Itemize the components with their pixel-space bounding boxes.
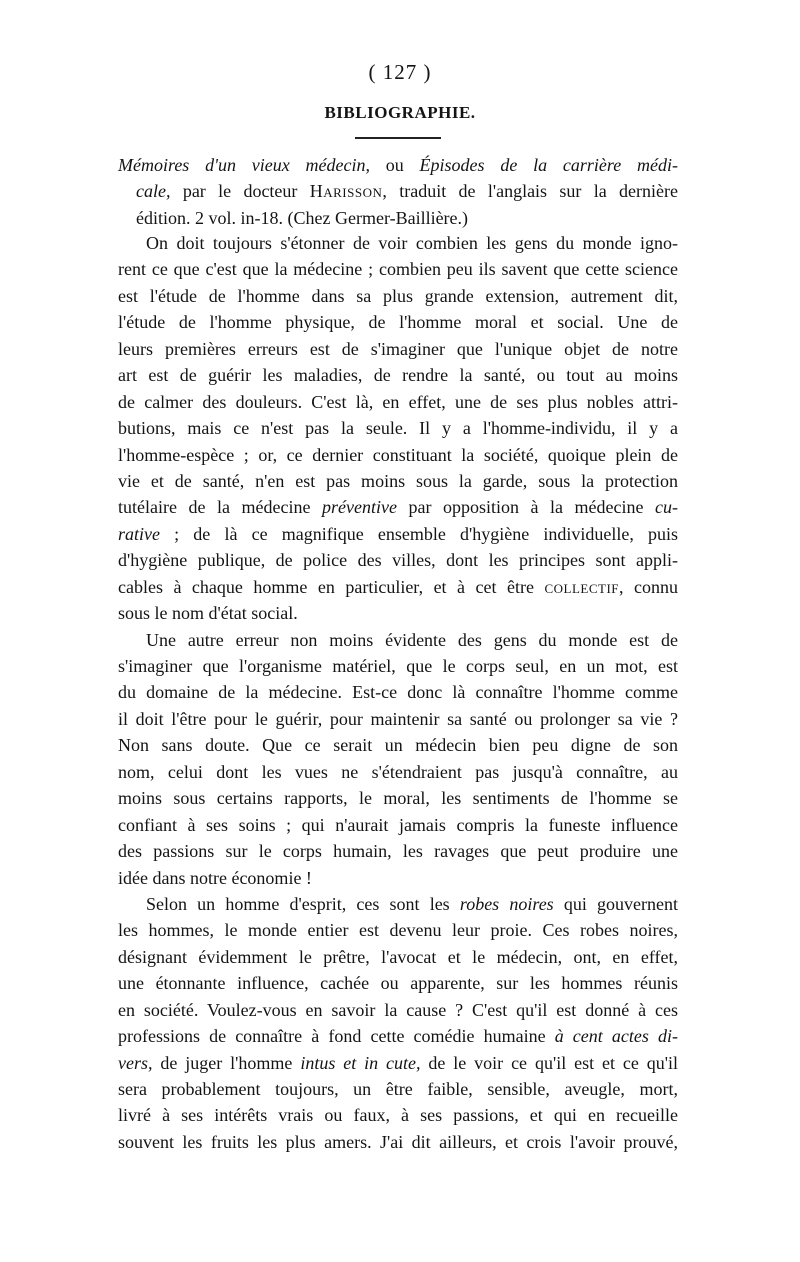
text-run: collectif <box>544 576 620 597</box>
text-line <box>118 362 678 388</box>
text-run: Mémoires d'un vieux médecin, <box>118 155 370 175</box>
text-run: confiant à ses soins ; qui n'aurait jamais compris la funeste influence <box>118 814 678 835</box>
text-line <box>118 732 678 758</box>
text-run: sous le nom d'état social. <box>118 603 298 624</box>
text-run: s'imaginer que l'organisme matériel, que le corps seul, en un mot, est <box>118 656 678 676</box>
text-run: leurs premières erreurs est de s'imaginer que l'unique objet de notre <box>118 338 678 359</box>
text-run: une étonnante influence, cachée ou apparente, sur les hommes réunis <box>118 973 678 994</box>
text-line <box>118 759 678 785</box>
text-line <box>118 547 678 573</box>
text-run: On doit toujours s'étonner de voir combien les gens du monde igno- <box>146 233 678 253</box>
text-run: moins sous certains rapports, le moral, les sentiments de l'homme se <box>118 788 678 809</box>
text-line <box>118 838 678 864</box>
text-run: intus et in cute, <box>300 1052 421 1073</box>
text-line <box>118 627 678 653</box>
text-line <box>118 442 678 468</box>
text-line <box>118 494 678 520</box>
text-run: cale, <box>136 181 171 202</box>
text-run: art est de guérir les maladies, de rendre la santé, ou tout au moins <box>118 365 678 386</box>
text-run: est l'étude de l'homme dans sa plus grande extension, autrement dit, <box>118 285 678 306</box>
reference-line <box>118 178 678 204</box>
text-line <box>118 1129 678 1155</box>
text-line <box>118 283 678 309</box>
text-run: de juger l'homme <box>152 1052 301 1073</box>
text-run: tutélaire de la médecine <box>118 497 322 518</box>
text-line <box>118 415 678 441</box>
text-run: cables à chaque homme en particulier, et à cet être <box>118 576 545 597</box>
text-run: il doit l'être pour le guérir, pour maintenir sa santé ou prolonger sa vie ? <box>118 708 678 729</box>
text-run: par opposition à la médecine <box>396 497 656 518</box>
text-line <box>118 521 678 547</box>
text-line <box>118 944 678 970</box>
text-line <box>118 389 678 415</box>
text-run: à cent actes di- <box>554 1026 678 1047</box>
text-line <box>118 917 678 943</box>
text-run: sera probablement toujours, un être faible, sensible, aveugle, mort, <box>118 1079 678 1099</box>
text-run: rative <box>118 523 160 544</box>
text-line <box>118 336 678 362</box>
text-run: préventive <box>322 497 397 518</box>
text-run: professions de connaître à fond cette comédie humaine <box>118 1026 555 1047</box>
title-rule <box>355 137 441 139</box>
page-number: ( 127 ) <box>368 60 432 84</box>
text-run: Harisson <box>309 181 383 202</box>
text-run: des passions sur le corps humain, les ravages que peut produire une <box>118 841 678 862</box>
text-run: du domaine de la médecine. Est-ce donc là connaître l'homme comme <box>118 682 678 703</box>
text-line <box>118 309 678 335</box>
text-run: livré à ses intérêts vrais ou faux, à ses passions, et qui en recueille <box>118 1105 678 1126</box>
text-run: ou <box>369 155 420 175</box>
text-line <box>118 1023 678 1049</box>
text-run: qui gouvernent <box>553 893 678 914</box>
text-line <box>118 1102 678 1128</box>
text-run: Épisodes de la carrière médi- <box>419 155 678 175</box>
text-run: nom, celui dont les vues ne s'étendraient pas jusqu'à connaître, au <box>118 761 678 782</box>
text-run: rent ce que c'est que la médecine ; combien peu ils savent que cette science <box>118 259 678 280</box>
text-run: cu- <box>655 497 678 518</box>
text-line <box>118 1050 678 1076</box>
text-line <box>118 256 678 282</box>
text-line <box>118 706 678 732</box>
text-run: vie et de santé, n'en est pas moins sous la garde, sous la protection <box>118 470 678 491</box>
text-run: en société. Voulez-vous en savoir la cause ? C'est qu'il est donné à ces <box>118 999 678 1020</box>
section-title: BIBLIOGRAPHIE. <box>324 103 476 122</box>
text-line <box>118 865 678 891</box>
text-run: idée dans notre économie ! <box>118 867 312 888</box>
text-line <box>118 997 678 1023</box>
text-line <box>118 230 678 256</box>
text-run: l'homme-espèce ; or, ce dernier constituant la société, quoique plein de <box>118 444 678 465</box>
text-line <box>118 653 678 679</box>
text-run: d'hygiène publique, de police des villes, dont les principes sont appli- <box>118 550 678 571</box>
text-line <box>118 970 678 996</box>
text-run: Une autre erreur non moins évidente des gens du monde est de <box>146 629 678 650</box>
text-run: , connu <box>619 576 678 597</box>
text-run: , traduit de l'anglais sur la dernière <box>382 181 678 202</box>
text-line <box>118 891 678 917</box>
text-run: souvent les fruits les plus amers. J'ai dit ailleurs, et crois l'avoir prouvé, <box>118 1131 678 1152</box>
text-run: butions, mais ce n'est pas la seule. Il y a l'homme-individu, il y a <box>118 418 678 439</box>
text-run: édition. 2 vol. in-18. (Chez Germer-Baillière.) <box>136 207 469 228</box>
review-body <box>118 230 678 1155</box>
text-line <box>118 679 678 705</box>
text-run: désignant évidemment le prêtre, l'avocat et le médecin, ont, en effet, <box>118 946 678 967</box>
text-run: robes noires <box>459 893 554 914</box>
reference-line <box>118 205 678 231</box>
text-run: Non sans doute. Que ce serait un médecin bien peu digne de son <box>118 735 678 756</box>
reference-line <box>118 152 678 178</box>
text-line <box>118 600 678 626</box>
text-run: par le docteur <box>170 181 310 202</box>
text-line <box>118 1076 678 1102</box>
book-reference <box>118 152 678 231</box>
text-run: les hommes, le monde entier est devenu leur proie. Ces robes noires, <box>118 920 678 941</box>
text-run: de le voir ce qu'il est et ce qu'il <box>420 1052 678 1073</box>
text-run: vers, <box>118 1052 153 1073</box>
text-line <box>118 785 678 811</box>
text-run: ; de là ce magnifique ensemble d'hygiène individuelle, puis <box>160 523 678 544</box>
text-line <box>118 574 678 600</box>
text-run: l'étude de l'homme physique, de l'homme moral et social. Une de <box>118 312 678 333</box>
text-line <box>118 468 678 494</box>
text-run: Selon un homme d'esprit, ces sont les <box>146 893 460 914</box>
text-line <box>118 812 678 838</box>
text-run: de calmer des douleurs. C'est là, en effet, une de ses plus nobles attri- <box>118 391 678 412</box>
